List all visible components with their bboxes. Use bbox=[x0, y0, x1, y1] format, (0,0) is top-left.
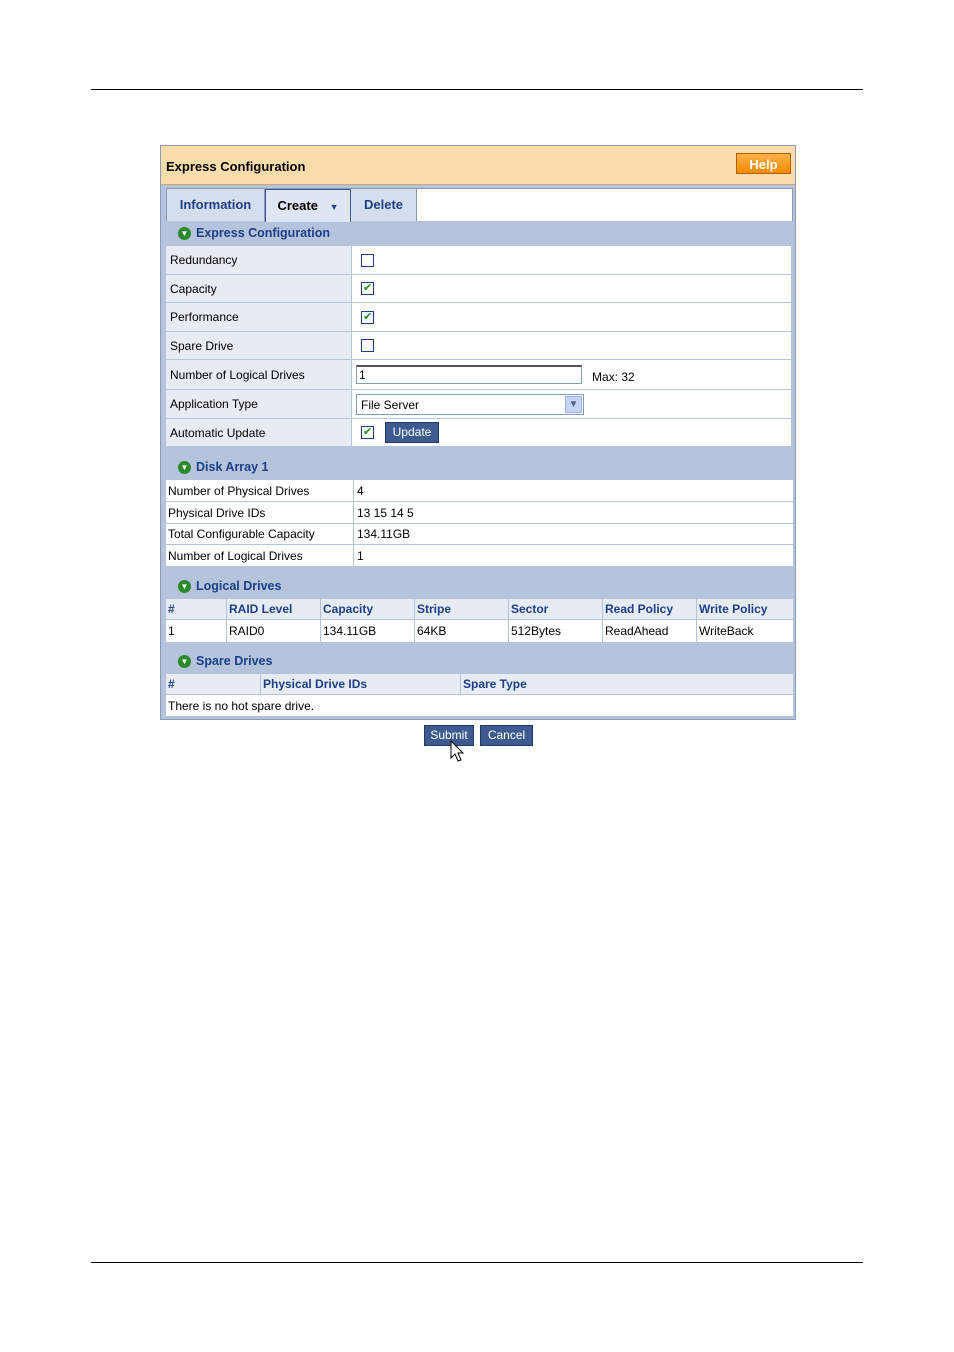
number-of-logical-drives-row bbox=[166, 360, 791, 390]
table-cell: 134.11GB bbox=[321, 620, 415, 642]
collapse-chevron-icon[interactable]: ▼ bbox=[178, 580, 191, 593]
tab-strip bbox=[166, 188, 793, 221]
express-configuration-header[interactable] bbox=[166, 222, 793, 245]
mouse-pointer-icon bbox=[450, 740, 466, 764]
performance-checkbox[interactable] bbox=[361, 311, 374, 324]
tab-information-label: Information bbox=[179, 197, 252, 212]
express-configuration-heading: Express Configuration bbox=[196, 226, 331, 240]
automatic-update-label: Automatic Update bbox=[166, 419, 352, 446]
disk-array-row-value: 4 bbox=[357, 483, 364, 498]
panel-titlebar bbox=[161, 146, 795, 185]
column-header: Capacity bbox=[321, 599, 415, 619]
application-type-row bbox=[166, 390, 791, 419]
disk-array-row bbox=[166, 524, 793, 545]
help-button[interactable]: Help bbox=[736, 153, 791, 174]
performance-row bbox=[166, 303, 791, 332]
application-type-select[interactable] bbox=[356, 394, 584, 415]
disk-array-row bbox=[166, 480, 793, 502]
column-header: Stripe bbox=[415, 599, 509, 619]
table-cell: 512Bytes bbox=[509, 620, 603, 642]
table-cell: ReadAhead bbox=[603, 620, 697, 642]
disk-array-row bbox=[166, 502, 793, 524]
disk-array-row bbox=[166, 545, 793, 567]
max-logical-drives-hint: Max: 32 bbox=[592, 369, 635, 384]
disk-array-row-value: 1 bbox=[357, 548, 364, 563]
number-of-logical-drives-label: Number of Logical Drives bbox=[166, 360, 352, 389]
tab-information[interactable] bbox=[167, 189, 265, 221]
capacity-checkbox[interactable] bbox=[361, 282, 374, 295]
redundancy-row bbox=[166, 246, 791, 275]
spare-drives-heading: Spare Drives bbox=[196, 654, 273, 668]
disk-array-row-label: Total Configurable Capacity bbox=[166, 524, 354, 544]
redundancy-checkbox[interactable] bbox=[361, 254, 374, 267]
spare-drives-table-header bbox=[166, 674, 793, 695]
spare-drives-empty-row bbox=[166, 695, 793, 716]
chevron-down-icon[interactable]: ▼ bbox=[565, 396, 582, 413]
disk-array-row-label: Physical Drive IDs bbox=[166, 502, 354, 523]
column-header: RAID Level bbox=[227, 599, 321, 619]
tab-create[interactable] bbox=[265, 189, 351, 222]
disk-array-heading: Disk Array 1 bbox=[196, 460, 269, 474]
number-of-logical-drives-input[interactable] bbox=[356, 365, 582, 384]
table-cell: RAID0 bbox=[227, 620, 321, 642]
page-header-rule bbox=[91, 89, 863, 90]
update-button[interactable]: Update bbox=[385, 422, 439, 443]
spare-drives-header[interactable] bbox=[166, 650, 793, 673]
performance-label: Performance bbox=[166, 303, 352, 331]
table-row[interactable] bbox=[166, 620, 793, 642]
column-header: Physical Drive IDs bbox=[261, 674, 461, 694]
table-cell: 64KB bbox=[415, 620, 509, 642]
panel-title: Express Configuration bbox=[166, 159, 306, 174]
logical-drives-table-header bbox=[166, 599, 793, 620]
disk-array-header[interactable] bbox=[166, 456, 793, 479]
express-configuration-panel bbox=[160, 145, 796, 720]
collapse-chevron-icon[interactable]: ▼ bbox=[178, 461, 191, 474]
submit-button[interactable]: Submit bbox=[424, 725, 474, 746]
cancel-button[interactable]: Cancel bbox=[480, 725, 533, 746]
caret-down-icon[interactable]: ▼ bbox=[329, 202, 339, 212]
collapse-chevron-icon[interactable]: ▼ bbox=[178, 655, 191, 668]
logical-drives-heading: Logical Drives bbox=[196, 579, 282, 593]
redundancy-label: Redundancy bbox=[166, 246, 352, 274]
application-type-value: File Server bbox=[361, 397, 420, 412]
table-cell: WriteBack bbox=[699, 624, 754, 638]
capacity-row bbox=[166, 275, 791, 303]
collapse-chevron-icon[interactable]: ▼ bbox=[178, 227, 191, 240]
tab-create-label: Create bbox=[277, 198, 318, 213]
disk-array-row-value: 134.11GB bbox=[357, 527, 411, 541]
column-header: Write Policy bbox=[699, 602, 768, 616]
empty-message: There is no hot spare drive. bbox=[168, 698, 315, 713]
tab-delete-label: Delete bbox=[363, 197, 404, 212]
automatic-update-row bbox=[166, 419, 791, 447]
spare-drive-checkbox[interactable] bbox=[361, 339, 374, 352]
table-cell: 1 bbox=[166, 620, 227, 642]
disk-array-row-value: 13 15 14 5 bbox=[357, 505, 414, 520]
column-header: Spare Type bbox=[463, 677, 527, 691]
column-header: # bbox=[166, 599, 227, 619]
page-footer-rule bbox=[91, 1262, 863, 1263]
application-type-label: Application Type bbox=[166, 390, 352, 418]
logical-drives-header[interactable] bbox=[166, 575, 793, 598]
capacity-label: Capacity bbox=[166, 275, 352, 302]
spare-drive-row bbox=[166, 332, 791, 360]
column-header: # bbox=[166, 674, 261, 694]
column-header: Sector bbox=[509, 599, 603, 619]
column-header: Read Policy bbox=[603, 599, 697, 619]
spare-drive-label: Spare Drive bbox=[166, 332, 352, 359]
disk-array-row-label: Number of Physical Drives bbox=[166, 480, 354, 501]
automatic-update-checkbox[interactable] bbox=[361, 426, 374, 439]
tab-delete[interactable] bbox=[351, 189, 417, 221]
disk-array-row-label: Number of Logical Drives bbox=[166, 545, 354, 566]
